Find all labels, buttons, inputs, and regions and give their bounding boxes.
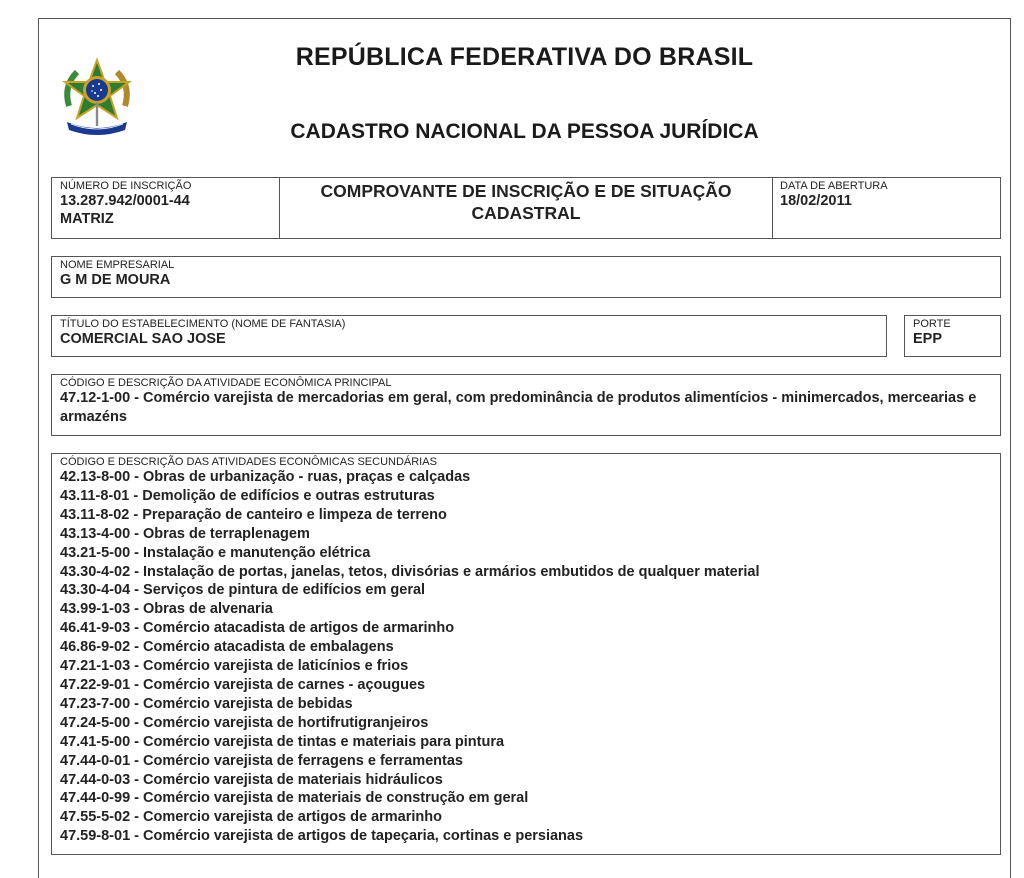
abertura-box xyxy=(772,177,1001,239)
inscricao-box xyxy=(51,177,280,239)
list-item: 47.59-8-01 - Comércio varejista de artigos de tapeçaria, cortinas e persianas xyxy=(60,828,584,845)
list-item: 43.11-8-02 - Preparação de canteiro e limpeza de terreno xyxy=(60,506,447,523)
nome-empresarial-box xyxy=(51,256,1001,298)
list-item: 43.11-8-01 - Demolição de edifícios e outras estruturas xyxy=(60,487,435,504)
list-item: 47.44-0-03 - Comércio varejista de materiais hidráulicos xyxy=(60,771,443,788)
porte-label: PORTE xyxy=(913,318,951,330)
list-item: 47.41-5-00 - Comércio varejista de tintas e materiais para pintura xyxy=(60,733,505,750)
list-item: 43.99-1-03 - Obras de alvenaria xyxy=(60,601,273,618)
titulo-estabelecimento-value: COMERCIAL SAO JOSE xyxy=(60,331,226,347)
list-item: 47.24-5-00 - Comércio varejista de hortifrutigranjeiros xyxy=(60,714,429,731)
page-subtitle: CADASTRO NACIONAL DA PESSOA JURÍDICA xyxy=(290,120,759,143)
list-item: 43.30-4-02 - Instalação de portas, janelas, tetos, divisórias e armários embutidos de qualquer material xyxy=(60,563,760,580)
document-page xyxy=(38,18,1011,878)
atividade-principal-value: 47.12-1-00 - Comércio varejista de mercadorias em geral, com predominância de produtos alimentícios - minimercados, mercearias e armazéns xyxy=(60,390,977,425)
abertura-date: 18/02/2011 xyxy=(780,193,852,209)
abertura-label: DATA DE ABERTURA xyxy=(780,180,888,192)
list-item: 47.21-1-03 - Comércio varejista de laticínios e frios xyxy=(60,658,409,675)
porte-value: EPP xyxy=(913,331,943,347)
list-item: 47.55-5-02 - Comercio varejista de artigos de armarinho xyxy=(60,809,442,826)
list-item: 43.13-4-00 - Obras de terraplenagem xyxy=(60,525,310,542)
list-item: 47.22-9-01 - Comércio varejista de carnes - açougues xyxy=(60,676,426,693)
list-item: 42.13-8-00 - Obras de urbanização - ruas, praças e calçadas xyxy=(60,469,471,485)
inscricao-type: MATRIZ xyxy=(60,211,114,227)
list-item: 46.41-9-03 - Comércio atacadista de artigos de armarinho xyxy=(60,620,455,637)
porte-box xyxy=(904,315,1001,357)
list-item: 47.23-7-00 - Comércio varejista de bebidas xyxy=(60,695,353,712)
atividades-secundarias-box xyxy=(51,453,1001,855)
atividades-secundarias-label: CÓDIGO E DESCRIÇÃO DAS ATIVIDADES ECONÔMICAS SECUNDÁRIAS xyxy=(60,456,437,468)
comprovante-title: COMPROVANTE DE INSCRIÇÃO E DE SITUAÇÃO CADASTRAL xyxy=(320,181,732,223)
inscricao-label: NÚMERO DE INSCRIÇÃO xyxy=(60,180,192,192)
atividade-principal-box xyxy=(51,374,1001,436)
list-item: 47.44-0-01 - Comércio varejista de ferragens e ferramentas xyxy=(60,752,463,769)
inscricao-number: 13.287.942/0001-44 xyxy=(60,193,190,209)
page-title: REPÚBLICA FEDERATIVA DO BRASIL xyxy=(295,43,754,71)
nome-empresarial-value: G M DE MOURA xyxy=(60,272,171,288)
list-item: 47.44-0-99 - Comércio varejista de materiais de construção em geral xyxy=(60,790,529,807)
list-item: 46.86-9-02 - Comércio atacadista de embalagens xyxy=(60,639,394,656)
list-item: 43.21-5-00 - Instalação e manutenção elétrica xyxy=(60,544,371,561)
nome-empresarial-label: NOME EMPRESARIAL xyxy=(60,259,175,271)
titulo-estabelecimento-label: TÍTULO DO ESTABELECIMENTO (NOME DE FANTASIA) xyxy=(60,318,346,330)
comprovante-box xyxy=(279,177,773,239)
titulo-estabelecimento-box xyxy=(51,315,887,357)
atividade-principal-label: CÓDIGO E DESCRIÇÃO DA ATIVIDADE ECONÔMICA PRINCIPAL xyxy=(60,377,392,389)
list-item: 43.30-4-04 - Serviços de pintura de edifícios em geral xyxy=(60,582,426,599)
